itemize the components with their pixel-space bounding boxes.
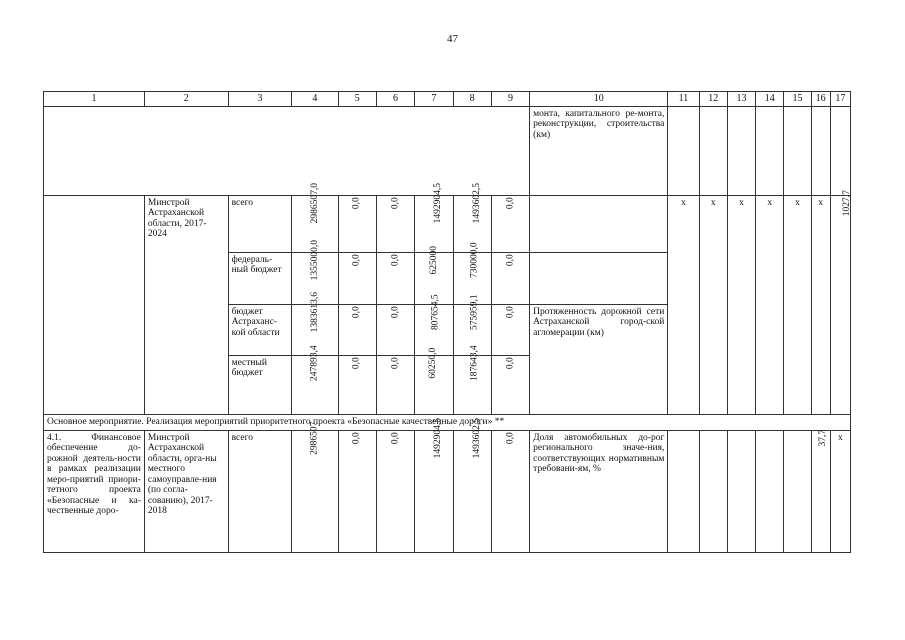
value-cell	[491, 196, 529, 253]
header-cell: 14	[756, 92, 784, 107]
header-row	[44, 92, 851, 107]
source-cell: всего	[228, 196, 292, 253]
continuation-row	[44, 107, 851, 196]
value-cell	[376, 431, 414, 553]
value-text: 1383613,6	[310, 292, 321, 333]
target-cell	[830, 190, 852, 415]
empty-cell	[44, 107, 530, 196]
mark-cell: х	[668, 196, 699, 415]
header-cell: 13	[727, 92, 755, 107]
header-cell: 2	[144, 92, 228, 107]
value-cell	[338, 305, 376, 356]
empty-cell	[784, 107, 811, 196]
value-cell	[415, 183, 453, 253]
source-cell: федераль-ный бюджет	[228, 253, 292, 305]
header-cell: 3	[228, 92, 292, 107]
executor-cell: Минстрой Астраханской области, 2017-2024	[144, 196, 228, 415]
value-cell	[292, 421, 338, 553]
value-cell	[491, 356, 529, 415]
indicator-cell: Протяженность дорожной сети Астраханской город-ской агломерации (км)	[530, 305, 668, 415]
empty-cell	[811, 107, 830, 196]
empty-cell	[668, 107, 699, 196]
header-cell: 7	[415, 92, 453, 107]
value-text: 2986507	[309, 421, 320, 455]
source-cell: всего	[228, 431, 292, 553]
empty-cell	[699, 107, 727, 196]
empty-cell	[668, 431, 699, 553]
indicator-continuation: монта, капитального ре-монта, реконструкции, строительства (км)	[530, 107, 668, 196]
value-cell	[376, 356, 414, 415]
value-cell	[376, 305, 414, 356]
value-text: 625000	[428, 245, 439, 275]
mark-cell: х	[727, 196, 755, 415]
value-cell	[338, 356, 376, 415]
value-text: 730000,0	[469, 242, 480, 279]
mark-cell: х	[811, 196, 830, 415]
empty-cell	[830, 107, 850, 196]
header-cell: 17	[830, 92, 850, 107]
header-cell: 9	[491, 92, 529, 107]
value-text: 37,7	[817, 429, 828, 447]
value-text: 0,0	[390, 432, 401, 445]
header-cell: 8	[453, 92, 491, 107]
value-text: 0,0	[351, 432, 362, 445]
header-cell: 10	[530, 92, 668, 107]
value-cell	[415, 418, 453, 553]
empty-cell	[699, 431, 727, 553]
value-cell	[491, 253, 529, 305]
value-cell	[376, 253, 414, 305]
value-text: 807654,5	[430, 294, 441, 331]
mark-cell: х	[784, 196, 811, 415]
header-cell: 12	[699, 92, 727, 107]
mark-cell: х	[699, 196, 727, 415]
empty-cell	[44, 196, 145, 415]
indicator-cell: Доля автомобильных до-рог регионального значе-ния, соответствующих нормативным требовани-ям, %	[530, 431, 668, 553]
source-cell: местный бюджет	[228, 356, 292, 415]
value-cell	[491, 305, 529, 356]
value-text: 2986507,0	[310, 183, 321, 224]
section-row	[44, 415, 851, 431]
value-text: 0,0	[351, 357, 362, 370]
value-text: 0,0	[390, 197, 401, 210]
mark-cell: х	[756, 196, 784, 415]
header-cell: 16	[811, 92, 830, 107]
value-text: 0,0	[390, 254, 401, 267]
value-text: 575959,1	[469, 294, 480, 331]
value-text: 0,0	[390, 306, 401, 319]
value-text: 60250,0	[428, 347, 439, 379]
value-text: 1493602,5	[471, 418, 482, 459]
value-cell	[453, 345, 491, 415]
value-text: 0,0	[505, 357, 516, 370]
header-cell: 11	[668, 92, 699, 107]
table-row	[44, 196, 851, 253]
mark-cell: х	[830, 431, 850, 553]
value-cell	[292, 345, 338, 415]
empty-cell	[784, 431, 811, 553]
empty-cell	[756, 107, 784, 196]
item-name-cell: 4.1. Финансовое обеспечение до-рожной деятель-ности в рамках реализации меро-приятий приори-тетного проекта «Безопасные и ка-чественные доро-	[44, 431, 145, 553]
header-cell: 1	[44, 92, 145, 107]
executor-cell: Минстрой Астраханской области, орга-ны местного самоуправле-ния (по согла-сованию), 2017-2018	[144, 431, 228, 553]
header-cell: 6	[376, 92, 414, 107]
value-text: 247893,4	[309, 345, 320, 382]
program-table	[43, 91, 851, 553]
empty-cell	[727, 431, 755, 553]
value-text: 1355000,0	[310, 240, 321, 281]
table-row	[44, 431, 851, 553]
value-text: 0,0	[505, 432, 516, 445]
value-text: 0,0	[505, 197, 516, 210]
value-text: 0,0	[505, 306, 516, 319]
value-text: 1493602,5	[471, 183, 482, 224]
target-value: 1027,7	[841, 190, 852, 217]
value-text: 0,0	[351, 197, 362, 210]
value-cell	[376, 196, 414, 253]
value-text: 1492904,5	[433, 418, 444, 459]
value-text: 187643,4	[469, 345, 480, 382]
empty-cell	[530, 253, 668, 305]
header-cell: 15	[784, 92, 811, 107]
header-cell: 5	[338, 92, 376, 107]
value-text: 0,0	[351, 306, 362, 319]
value-cell	[491, 431, 529, 553]
value-cell	[415, 347, 453, 415]
value-text: 1492904,5	[433, 183, 444, 224]
value-cell	[453, 418, 491, 553]
empty-cell	[756, 431, 784, 553]
empty-cell	[530, 196, 668, 253]
value-cell	[811, 431, 830, 553]
value-text: 0,0	[351, 254, 362, 267]
empty-cell	[727, 107, 755, 196]
value-cell	[338, 253, 376, 305]
value-text: 0,0	[390, 357, 401, 370]
header-cell: 4	[292, 92, 338, 107]
value-cell	[338, 196, 376, 253]
section-title: Основное мероприятие. Реализация мероприятий приоритетного проекта «Безопасные качественные дороги» **	[44, 415, 851, 431]
source-cell: бюджет Астраханс-кой области	[228, 305, 292, 356]
value-text: 0,0	[505, 254, 516, 267]
page-number: 47	[447, 33, 458, 45]
value-cell	[338, 431, 376, 553]
